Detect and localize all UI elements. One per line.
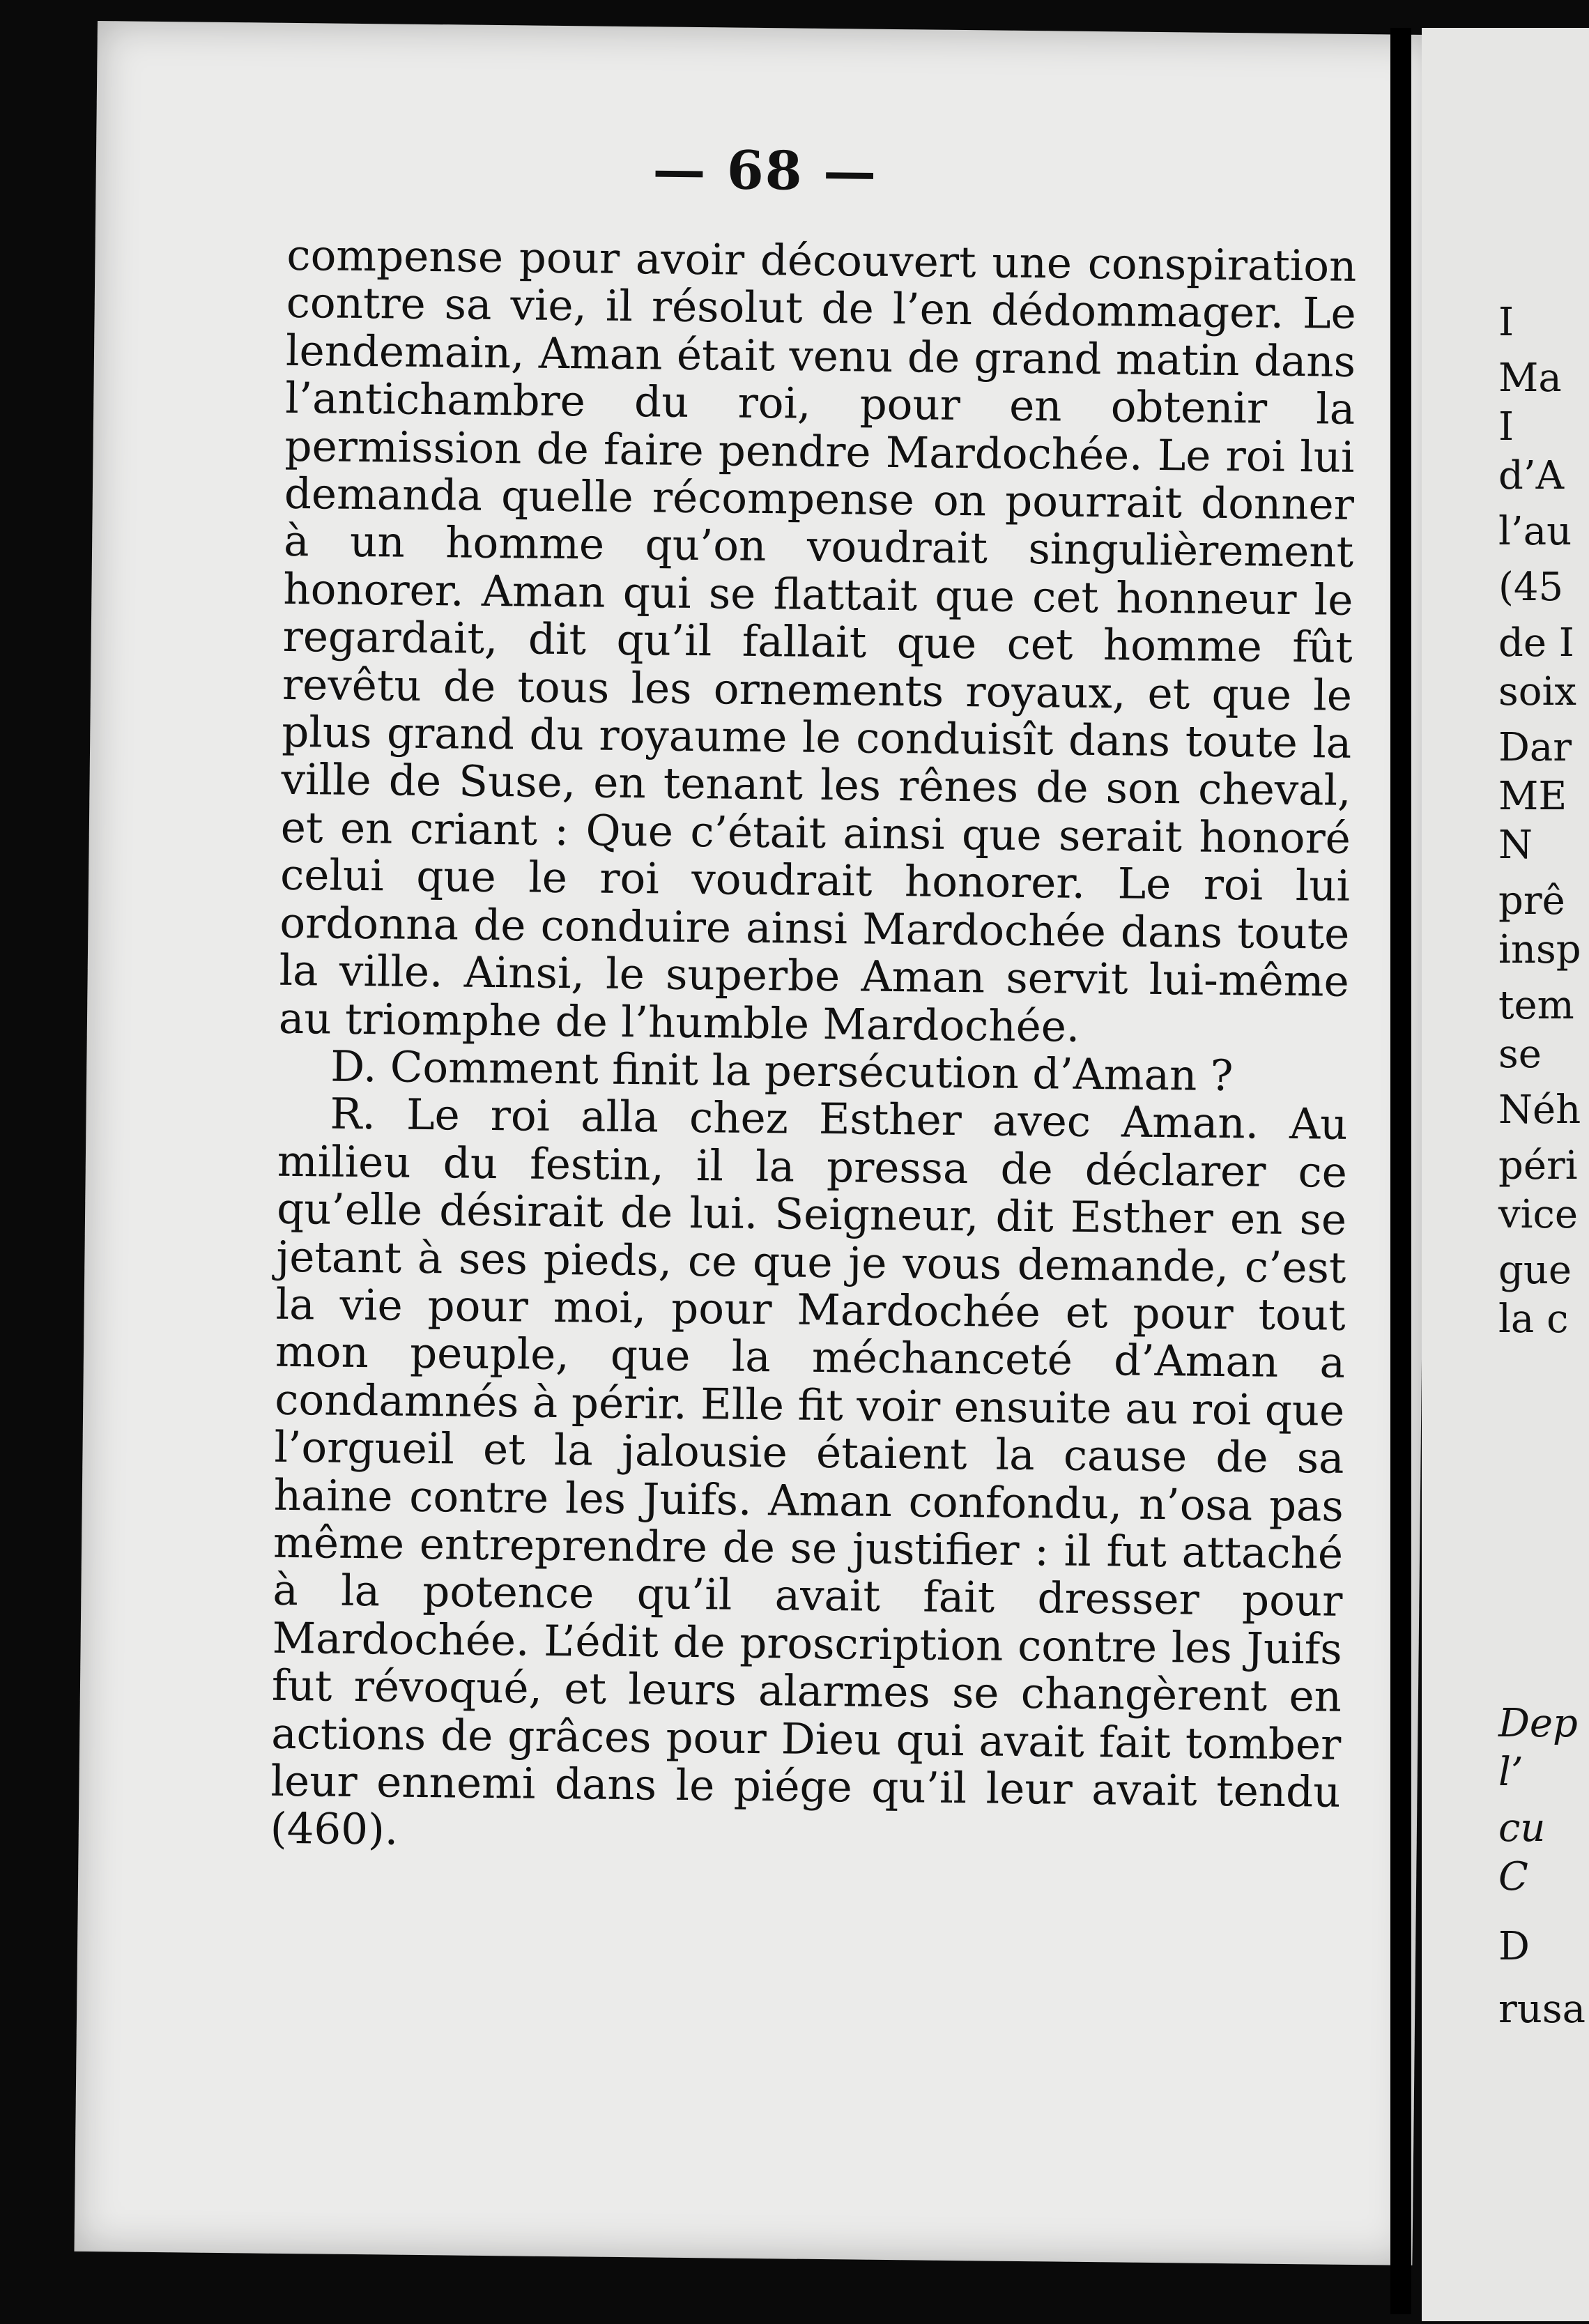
right-fragment: tem [1498,983,1574,1028]
paragraph-narrative: compense pour avoir découvert une conspiration contre sa vie, il résolut de l’en dédommager. Le lendemain, Aman était venu de grand matin dans l’antichambre du roi, pour en obtenir la permission de faire pendre Mardochée. Le roi lui demanda quelle récompense on pourrait donner à un homme qu’on voudrait singulièrement honorer. Aman qui se flattait que cet honneur le regardait, dit qu’il fallait que cet homme fût revêtu de tous les ornements royaux, et que le plus grand du royaume le conduisît dans toute la ville de Suse, en tenant les rênes de son cheval, et en criant : Que c’était ainsi que serait honoré celui que le roi voudrait honorer. Le roi lui ordonna de conduire ainsi Mardochée dans toute la ville. Ainsi, le superbe Aman servit lui-même au triomphe de l’humble Mardochée. [278,230,1357,1052]
right-fragment: Dar [1498,725,1572,770]
book-page [74,21,1435,2265]
right-fragment: de I [1498,620,1574,666]
page-number: — 68 — [652,138,878,203]
right-fragment: rusa [1498,1987,1586,2032]
right-fragment: gue [1498,1248,1572,1293]
right-fragment: C [1498,1854,1528,1899]
right-fragment: péri [1498,1143,1578,1188]
question-paragraph: D. Comment finit la persécution d’Aman ? [330,1041,1234,1101]
right-fragment: cu [1498,1805,1546,1851]
right-fragment: se [1498,1032,1542,1077]
right-fragment: soix [1498,669,1576,714]
answer-paragraph: R. Le roi alla chez Esther avec Aman. Au milieu du festin, il la pressa de déclarer ce qu’elle désirait de lui. Seigneur, dit Esther en se jetant à ses pieds, ce que je vous demande, c’est la vie pour moi, pour Mardochée et pour tout mon peuple, que la méchanceté d’Aman a condamnés à périr. Elle fit voir ensuite au roi que l’orgueil et la jalousie étaient la cause de sa haine contre les Juifs. Aman confondu, n’osa pas même entreprendre de se justifier : il fut attaché à la potence qu’il avait fait dresser pour Mardochée. L’édit de proscription contre les Juifs fut révoqué, et leurs alarmes se changèrent en actions de grâces pour Dieu qui avait fait tomber leur ennemi dans le piége qu’il leur avait tendu (460). [270,1089,1348,1856]
right-fragment: l’ [1498,1750,1523,1795]
right-fragment: D [1498,1924,1530,1969]
right-fragment: I [1498,404,1514,450]
right-fragment: prê [1498,878,1565,924]
right-fragment: l’au [1498,509,1572,554]
right-fragment: I [1498,300,1514,345]
right-fragment: d’A [1498,453,1565,498]
right-fragment: la c [1498,1297,1569,1342]
right-fragment: Ma [1498,356,1562,401]
right-fragment: vice [1498,1192,1579,1237]
page-gutter [1390,28,1411,2314]
right-fragment: Néh [1498,1087,1581,1133]
right-fragment: (45 [1498,565,1564,610]
right-fragment: insp [1498,927,1581,972]
right-fragment: ME [1498,774,1567,819]
right-fragment: Dep [1498,1701,1578,1746]
page-body [270,232,1356,1865]
right-fragment: N [1498,823,1533,868]
